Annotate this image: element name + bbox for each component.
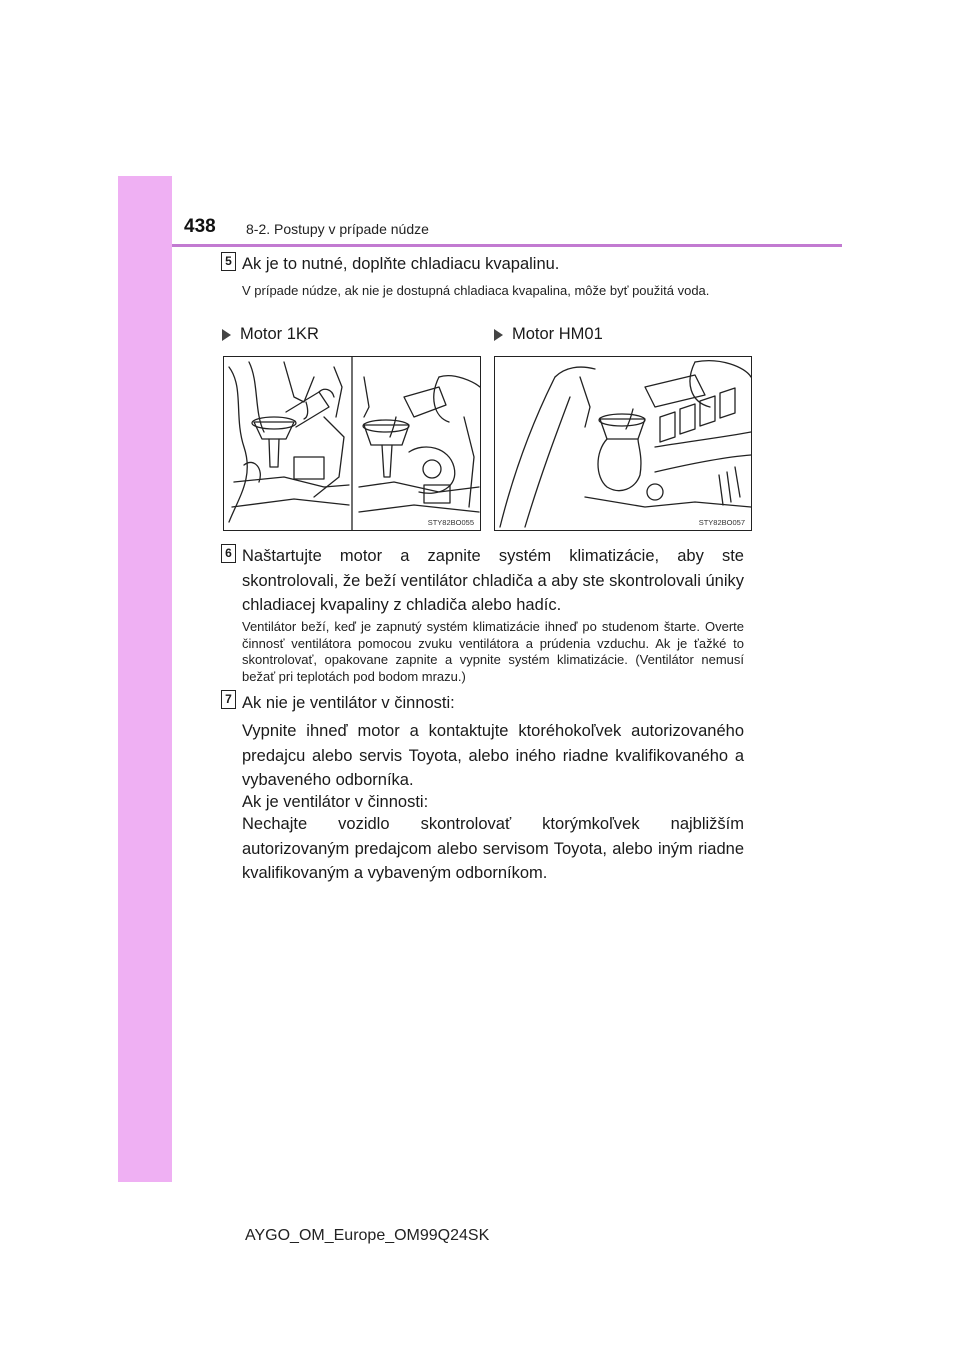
triangle-right-icon xyxy=(494,329,503,341)
step-7-badge: 7 xyxy=(221,690,236,709)
figure-hm01-illustration xyxy=(495,357,751,530)
step-7-text: Ak nie je ventilátor v činnosti: xyxy=(242,694,455,712)
figure-1kr-code: STY82BO055 xyxy=(427,518,474,527)
step-7-paragraph-3a: Ak je ventilátor v činnosti: xyxy=(242,793,429,811)
section-title: 8-2. Postupy v prípade núdze xyxy=(246,221,429,237)
figure-label-1kr-text: Motor 1KR xyxy=(240,325,319,343)
step-6-text: Naštartujte motor a zapnite systém klimatizácie, aby ste skontrolovali, že beží ventilátor chladiča a aby ste skontrolovali úniky chladiacej kvapaliny z chladiča alebo hadíc. xyxy=(242,547,744,614)
step-6-badge: 6 xyxy=(221,544,236,563)
figure-label-1kr xyxy=(222,325,319,344)
figure-1kr-illustration xyxy=(224,357,480,530)
figure-hm01-code: STY82BO057 xyxy=(698,518,745,527)
figure-1kr xyxy=(223,356,481,531)
step-7-paragraph-2: Vypnite ihneď motor a kontaktujte ktoréhokoľvek autorizovaného predajcu alebo servis Toyota, alebo iného riadne kvalifikovaného a vybaveného odborníka. xyxy=(242,722,744,789)
document-code: AYGO_OM_Europe_OM99Q24SK xyxy=(245,1227,490,1244)
page-number: 438 xyxy=(184,216,216,237)
triangle-right-icon xyxy=(222,329,231,341)
figure-hm01 xyxy=(494,356,752,531)
step-5-badge: 5 xyxy=(221,252,236,271)
header-rule xyxy=(172,244,842,247)
figure-label-hm01 xyxy=(494,325,603,344)
step-5-text: Ak je to nutné, doplňte chladiacu kvapalinu. xyxy=(242,255,560,273)
figure-label-hm01-text: Motor HM01 xyxy=(512,325,603,343)
chapter-sidebar xyxy=(118,176,172,1182)
step-5-note: V prípade núdze, ak nie je dostupná chladiaca kvapalina, môže byť použitá voda. xyxy=(242,283,710,298)
step-7-paragraph-3b: Nechajte vozidlo skontrolovať ktorýmkoľvek najbližším autorizovaným predajcom alebo servisom Toyota, alebo iným riadne kvalifikovaným a vybaveným odborníkom. xyxy=(242,815,744,882)
step-6-note: Ventilátor beží, keď je zapnutý systém klimatizácie ihneď po studenom štarte. Overte činnosť ventilátora pomocou zvuku ventilátora a prúdenia vzduchu. Ak je ťažké to skontrolovať, opakovane zapnite a vypnite systém klimatizácie. (Ventilátor nemusí bežať pri teplotách pod bodom mrazu.) xyxy=(242,619,744,684)
